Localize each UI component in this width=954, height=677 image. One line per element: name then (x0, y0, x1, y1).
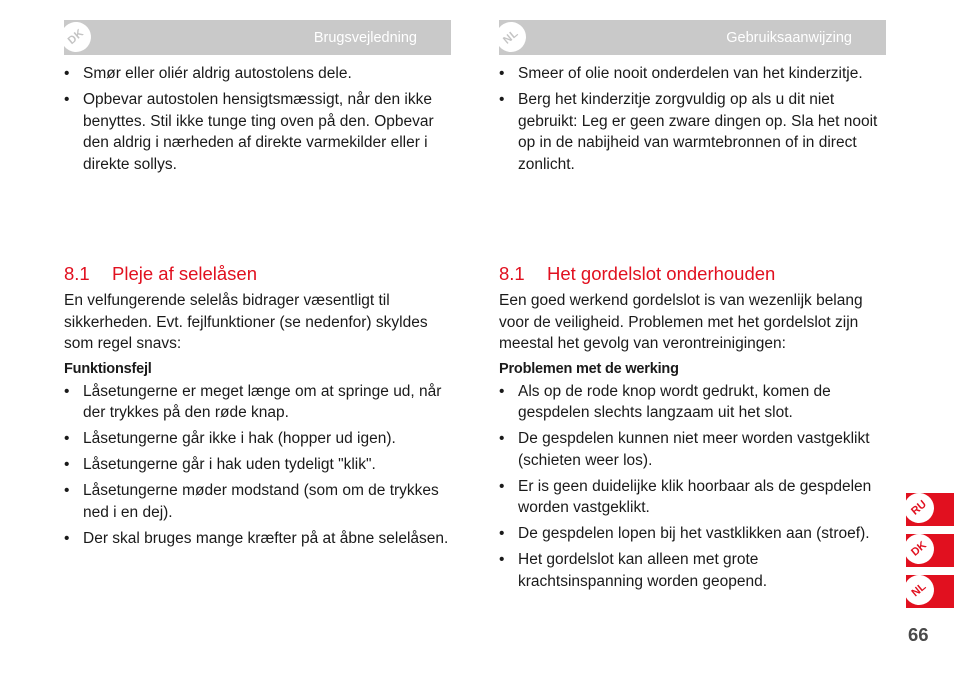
left-section (64, 263, 451, 554)
header-bar-nl (499, 20, 886, 55)
section-intro: Een goed werkend gordelslot is van wezenlijk belang voor de veiligheid. Problemen met het gordelslot zijn meestal het gevolg van verontreinigingen: (499, 292, 863, 352)
list-item: • Berg het kinderzitje zorgvuldig op als u dit niet gebruikt: Leg er geen zware dingen op. Sla het nooit op in de nabijheid van warmtebronnen of in direct zonlicht. (499, 89, 886, 175)
section-number: 8.1 (499, 263, 525, 284)
list-item: • Als op de rode knop wordt gedrukt, komen de gespdelen slechts langzaam uit het slot. (499, 381, 886, 424)
right-section (499, 263, 886, 597)
header-title: Brugsvejledning (313, 30, 417, 46)
subheading: Funktionsfejl (64, 360, 152, 377)
section-title: Pleje af selelåsen (112, 263, 258, 284)
left-column (64, 20, 451, 180)
fault-bullet-list (499, 381, 886, 593)
language-badge-dk: DK (55, 16, 97, 58)
list-item: • Låsetungerne er meget længe om at springe ud, når der trykkes på den røde knap. (64, 381, 451, 424)
language-tab-dk[interactable] (906, 534, 954, 567)
top-bullet-list (499, 63, 886, 175)
list-item: • Låsetungerne går i hak uden tydeligt "klik". (64, 454, 451, 476)
list-item: • Er is geen duidelijke klik hoorbaar als de gespdelen worden vastgeklikt. (499, 476, 886, 519)
list-item: • Smør eller oliér aldrig autostolens dele. (64, 63, 451, 85)
subheading: Problemen met de werking (499, 360, 679, 377)
list-item: • Opbevar autostolen hensigtsmæssigt, når den ikke benyttes. Stil ikke tunge ting oven på den. Opbevar den aldrig i nærheden af direkte varmekilder eller i direkte sollys. (64, 89, 451, 175)
fault-bullet-list (64, 381, 451, 550)
section-heading (499, 263, 886, 285)
language-badge-nl: NL (490, 16, 532, 58)
section-heading (64, 263, 451, 285)
list-item: • Låsetungerne møder modstand (som om de trykkes ned i en dej). (64, 480, 451, 523)
section-number: 8.1 (64, 263, 90, 284)
right-column (499, 20, 886, 180)
list-item: • De gespdelen kunnen niet meer worden vastgeklikt (schieten weer los). (499, 428, 886, 471)
language-tab-label: DK (898, 528, 940, 570)
page-number: 66 (908, 624, 929, 645)
section-intro: En velfungerende selelås bidrager væsentligt til sikkerheden. Evt. fejlfunktioner (se nedenfor) skyldes som regel snavs: (64, 292, 428, 352)
list-item: • Låsetungerne går ikke i hak (hopper ud igen). (64, 428, 451, 450)
list-item: • Het gordelslot kan alleen met grote krachtsinspanning worden geopend. (499, 549, 886, 592)
language-tab-ru[interactable] (906, 493, 954, 526)
language-tab-label: NL (898, 569, 940, 611)
top-bullet-list (64, 63, 451, 175)
language-tab-label: RU (898, 487, 940, 529)
language-tab-nl[interactable] (906, 575, 954, 608)
list-item: • Smeer of olie nooit onderdelen van het kinderzitje. (499, 63, 886, 85)
list-item: • De gespdelen lopen bij het vastklikken aan (stroef). (499, 523, 886, 545)
header-title: Gebruiksaanwijzing (726, 30, 852, 46)
list-item: • Der skal bruges mange kræfter på at åbne selelåsen. (64, 528, 451, 550)
section-title: Het gordelslot onderhouden (547, 263, 776, 284)
header-bar-dk (64, 20, 451, 55)
